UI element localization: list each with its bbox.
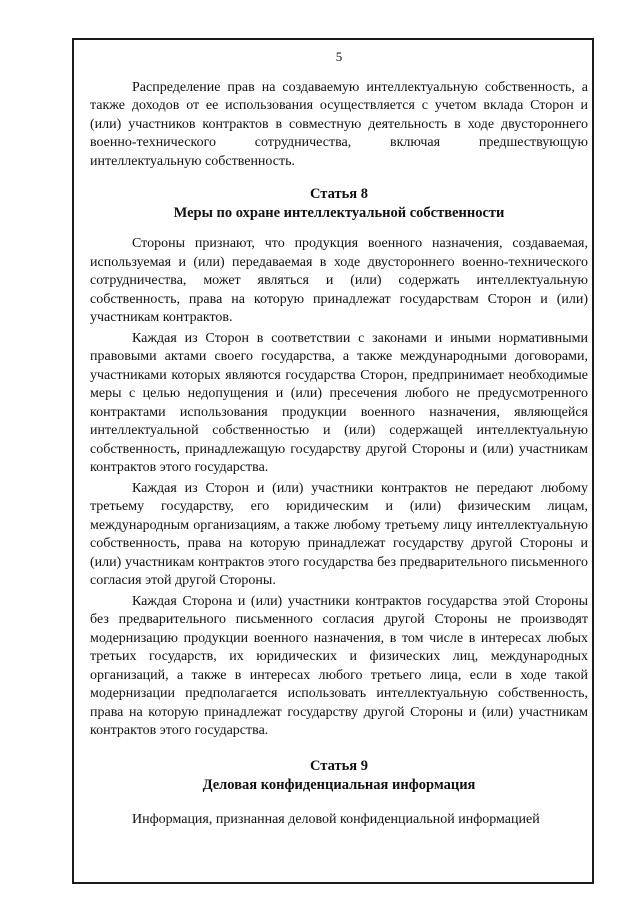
article-8-paragraph: Стороны признают, что продукция военного назначения, создаваемая, используемая и (или) передаваемая в ходе двустороннего военно-технического сотрудничества, может являться и (или) содержать интеллектуальную собственность, права на которую принадлежат государствам Сторон и (или) участникам контрактов.: [90, 236, 588, 325]
article-8-paragraph: Каждая из Сторон и (или) участники контрактов не передают любому третьему государству, его юридическим и (или) физическим лицам, международным организациям, а также любому третьему лицу интеллектуальную собственность, права на которую принадлежат государству другой Стороны и (или) участникам контрактов этого государства без предварительного письменного согласия этой другой Стороны.: [90, 480, 588, 588]
document-body: [90, 48, 588, 831]
article-9-paragraph: Информация, признанная деловой конфиденциальной информацией: [132, 811, 540, 827]
article-8-paragraph: Каждая из Сторон в соответствии с законами и иными нормативными правовыми актами своего государства, а также международными договорами, участниками которых являются государства Сторон, предпринимает необходимые меры с целью недопущения и (или) пресечения любого не предусмотренного контрактами использования продукции военного назначения, являющейся интеллектуальной собственностью и (или) содержащей интеллектуальную собственность, принадлежащую государству другой Стороны и (или) участникам контрактов этого государства.: [90, 330, 588, 475]
page-border-left: [72, 38, 74, 884]
article-8-paragraph: Каждая Сторона и (или) участники контрактов государства этой Стороны без предварительного письменного согласия другой Стороны не производят модернизацию продукции военного назначения, в том числе в интересах любых третьих государств, их юридических и физических лиц, международных организаций, а также в интересах любого третьего лица, если в ходе такой модернизации предполагается использовать интеллектуальную собственность, права на которую принадлежат государству другой Стороны и (или) участникам контрактов этого государства.: [90, 593, 588, 738]
article-9-heading: Статья 9: [310, 757, 368, 774]
page-border-right: [592, 38, 594, 884]
page-number: 5: [335, 49, 343, 64]
article-8-title: Меры по охране интеллектуальной собственности: [173, 205, 505, 221]
article-8-heading: Статья 8: [310, 186, 368, 202]
page-border-top: [72, 38, 594, 40]
article-9-title: Деловая конфиденциальная информация: [202, 776, 476, 793]
page-border-bottom: [72, 882, 594, 884]
intro-paragraph: Распределение прав на создаваемую интеллектуальную собственность, а также доходов от ее использования осуществляется с учетом вклада Сторон и (или) участников контрактов в совместную деятельность в ходе двустороннего военно-технического сотрудничества, включая предшествующую интеллектуальную собственность.: [90, 79, 588, 169]
